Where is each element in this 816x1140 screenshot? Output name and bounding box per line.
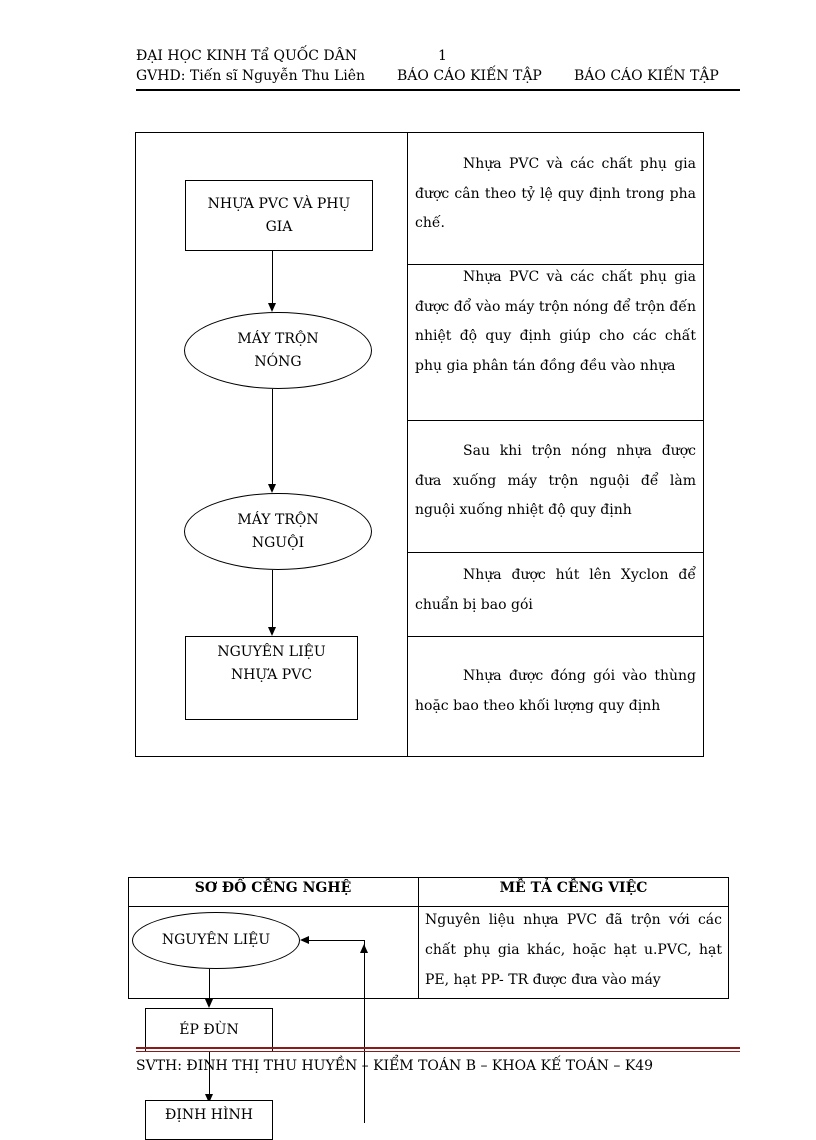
arrow-down-icon — [205, 999, 213, 1008]
step-pvc-additives: NHỰA PVC VÀ PHỤ GIA — [185, 180, 373, 251]
feedback-connector — [364, 940, 365, 1123]
flow-connector — [272, 389, 273, 484]
header-advisor: GVHD: Tiến sĩ Nguyễn Thu Liên — [136, 68, 366, 84]
flow-connector — [272, 251, 273, 303]
description-packaging: Nhựa được đóng gói vào thùng hoặc bao theo khối lượng quy định — [415, 668, 696, 714]
flow-connector — [209, 969, 210, 1000]
node-raw-material: NGUYÊN LIỆU — [132, 912, 300, 969]
arrow-down-icon — [268, 627, 276, 636]
header-institution: ĐẠI HỌC KINH Tẩ QUỐC DÂN — [136, 48, 358, 64]
footer-rule — [136, 1047, 740, 1049]
description-cyclone: Nhựa được hút lên Xyclon để chuẩn bị bao gói — [415, 567, 696, 613]
step-pvc-material: NGUYÊN LIỆU NHỰA PVC — [185, 636, 358, 720]
footer-student: SVTH: ĐINH THỊ THU HUYỀN – KIỂM TOÁN B – KHOA KẾ TOÁN – K49 — [136, 1058, 654, 1074]
description-weighing: Nhựa PVC và các chất phụ gia được cân theo tỷ lệ quy định trong pha chế. — [415, 156, 696, 231]
col-header-description: MỄ TẢ CỄNG VIỆC — [499, 880, 648, 896]
arrow-down-icon — [268, 303, 276, 312]
arrow-down-icon — [268, 484, 276, 493]
row-divider — [407, 552, 704, 553]
arrow-up-icon — [360, 944, 368, 953]
step-hot-mixer: MÁY TRỘN NÓNG — [184, 312, 372, 389]
flow-connector — [272, 570, 273, 627]
col-header-diagram: SƠ ĐỒ CỄNG NGHỆ — [194, 880, 352, 896]
header-page-number: 1 — [438, 48, 447, 64]
description-raw-material: Nguyên liệu nhựa PVC đã trộn với các chất phụ gia khác, hoặc hạt u.PVC, hạt PE, hạt PP- TR được đưa vào máy — [425, 912, 722, 988]
row-divider — [407, 420, 704, 421]
arrow-left-icon — [300, 936, 309, 944]
header-report-title-2: BÁO CÁO KIẾN TẬP — [574, 68, 719, 84]
description-hot-mixing: Nhựa PVC và các chất phụ gia được đổ vào máy trộn nóng để trộn đến nhiệt độ quy định giúp cho các chất phụ gia phân tán đồng đều vào nhựa — [415, 269, 696, 374]
description-cold-mixing: Sau khi trộn nóng nhựa được đưa xuống máy trộn nguội để làm nguội xuống nhiệt độ quy định — [415, 443, 696, 518]
node-shaping: ĐỊNH HÌNH — [145, 1100, 273, 1140]
header-report-title-1: BÁO CÁO KIẾN TẬP — [397, 68, 542, 84]
node-extrusion: ÉP ĐÙN — [145, 1008, 273, 1052]
feedback-connector — [308, 940, 364, 941]
process-table-divider — [407, 132, 408, 757]
header-rule — [136, 89, 740, 91]
step-cold-mixer: MÁY TRỘN NGUỘI — [184, 493, 372, 570]
footer-rule-thin — [136, 1051, 740, 1052]
row-divider — [407, 636, 704, 637]
